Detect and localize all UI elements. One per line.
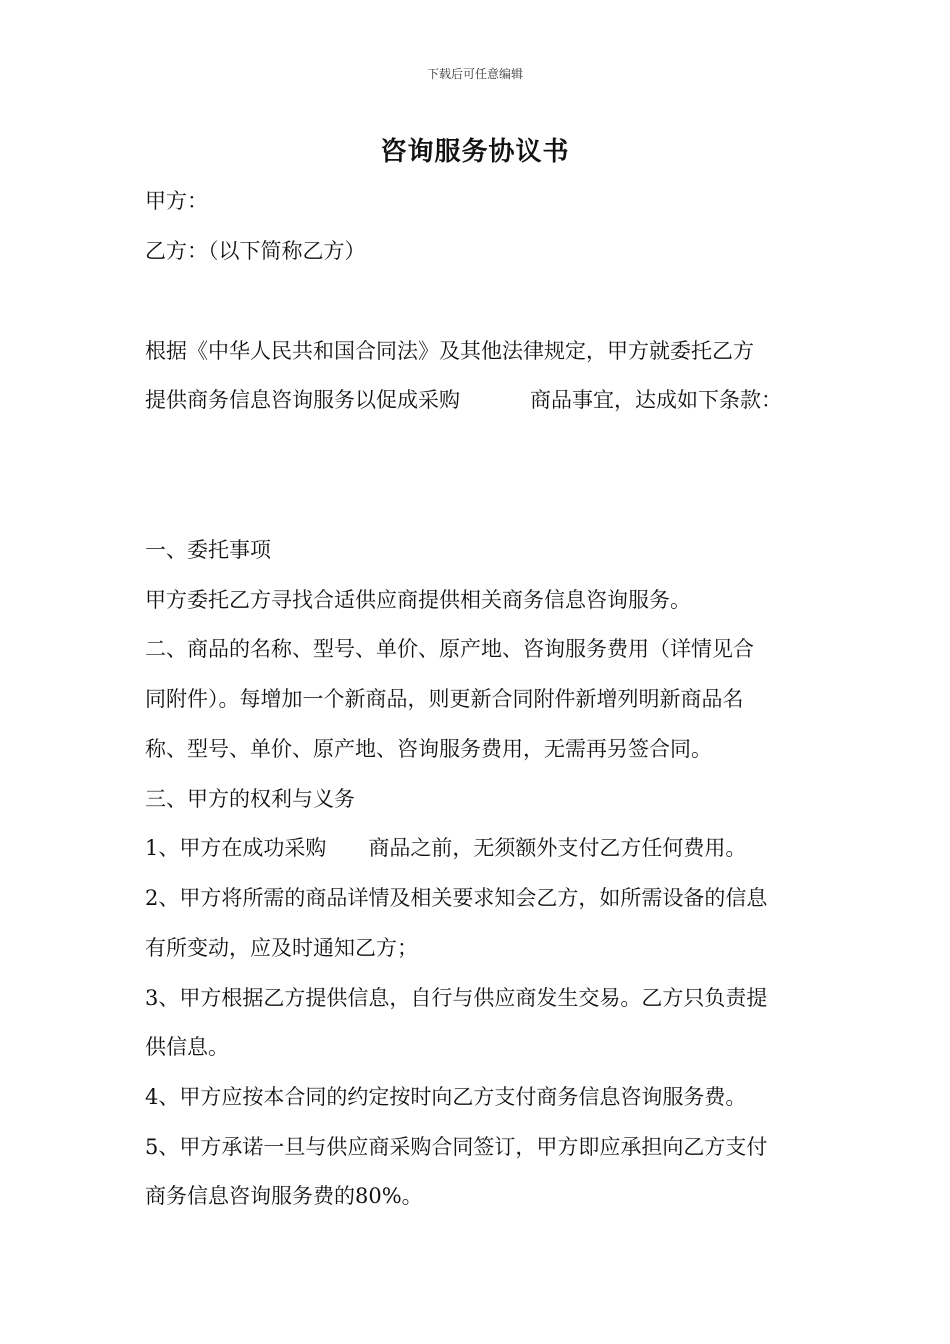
section-3-item-3-line-2: 供信息。 (145, 1035, 229, 1059)
section-3-item-4: 4、甲方应按本合同的约定按时向乙方支付商务信息咨询服务费。 (145, 1085, 747, 1109)
header-note: 下载后可任意编辑 (426, 67, 523, 81)
section-3-heading: 三、甲方的权利与义务 (145, 787, 355, 811)
section-3-item-1-part-a: 1、甲方在成功采购 (145, 836, 327, 860)
section-3-item-2-line-1: 2、甲方将所需的商品详情及相关要求知会乙方，如所需设备的信息 (145, 886, 768, 910)
section-1-body: 甲方委托乙方寻找合适供应商提供相关商务信息咨询服务。 (145, 588, 691, 612)
section-2-line-3: 称、型号、单价、原产地、咨询服务费用，无需再另签合同。 (145, 737, 712, 761)
party-b-label: 乙方：（以下简称乙方） (145, 239, 366, 263)
section-3-item-2-line-2: 有所变动，应及时通知乙方； (145, 936, 418, 960)
document-title: 咨询服务协议书 (380, 137, 570, 167)
intro-line-1: 根据《中华人民共和国合同法》及其他法律规定，甲方就委托乙方 (145, 339, 754, 363)
party-a-label: 甲方： (145, 189, 208, 213)
section-3-item-1-part-b: 商品之前，无须额外支付乙方任何费用。 (368, 836, 747, 860)
section-2-line-2: 同附件）。每增加一个新商品，则更新合同附件新增列明新商品名 (145, 687, 744, 711)
intro-line-2 (145, 385, 825, 415)
intro-line-2-part-a: 提供商务信息咨询服务以促成采购 (145, 388, 460, 412)
intro-line-2-part-b: 商品事宜，达成如下条款： (530, 388, 782, 412)
section-3-item-5-line-1: 5、甲方承诺一旦与供应商采购合同签订，甲方即应承担向乙方支付 (145, 1135, 768, 1159)
section-3-item-3-line-1: 3、甲方根据乙方提供信息，自行与供应商发生交易。乙方只负责提 (145, 986, 768, 1010)
section-3-item-1 (145, 833, 825, 863)
section-3-item-5-line-2: 商务信息咨询服务费的80%。 (145, 1184, 423, 1208)
section-1-heading: 一、委托事项 (145, 538, 271, 562)
section-2-line-1: 二、商品的名称、型号、单价、原产地、咨询服务费用（详情见合 (145, 637, 754, 661)
